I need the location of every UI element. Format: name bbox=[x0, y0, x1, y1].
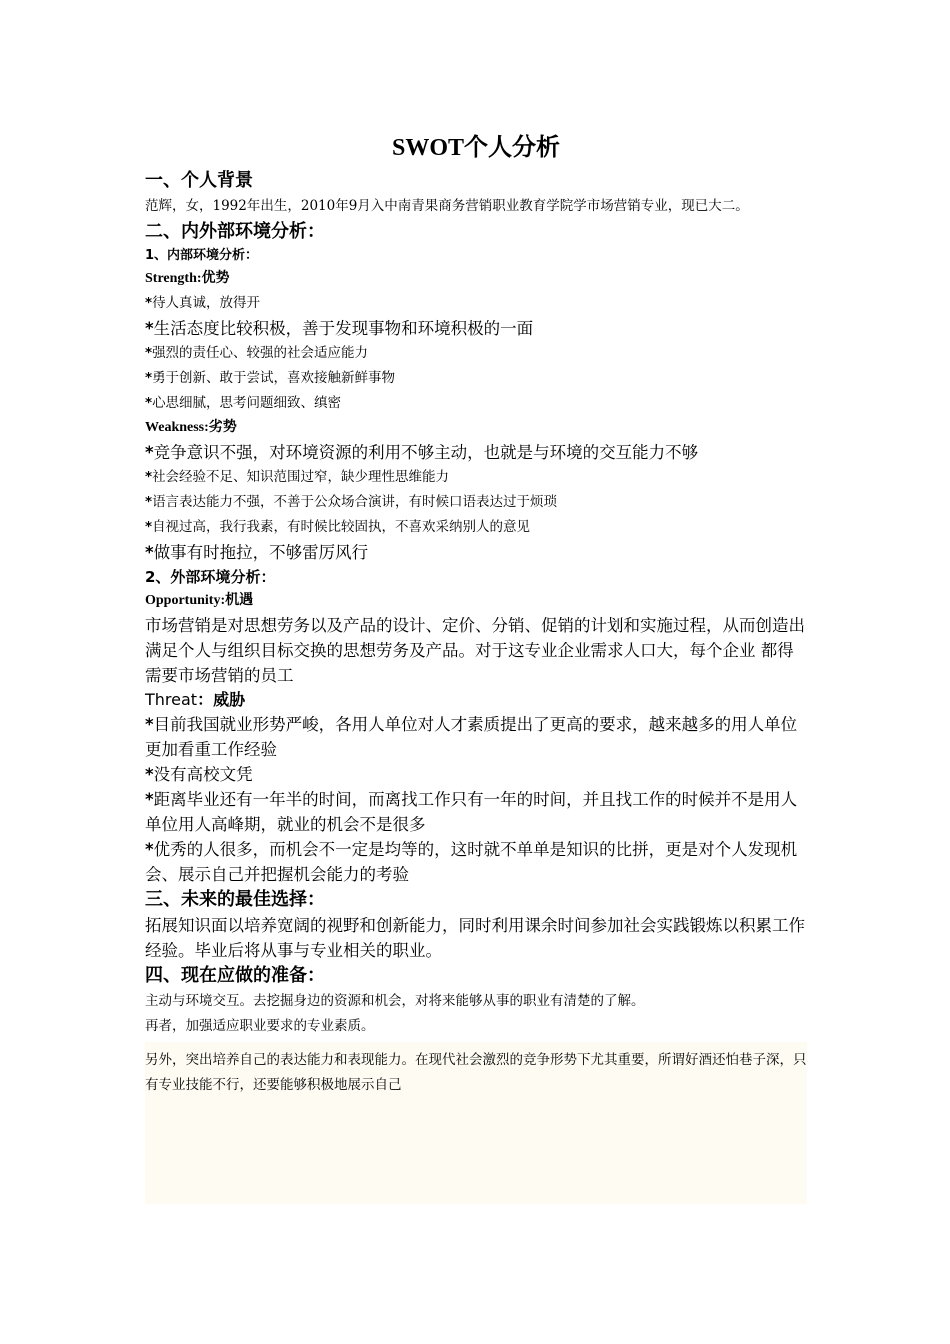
threat-item: *优秀的人很多，而机会不一定是均等的，这时就不单单是知识的比拼，更是对个人发现机会、展示自己并把握机会能力的考验 bbox=[145, 840, 798, 884]
weakness-item: *语言表达能力不强，不善于公众场合演讲，有时候口语表达过于烦琐 bbox=[145, 494, 558, 510]
section-3-heading: 三、未来的最佳选择： bbox=[145, 889, 325, 910]
bullet-star: * bbox=[145, 443, 154, 462]
preparation-paragraph-2: 再者，加强适应职业要求的专业素质。 bbox=[145, 1018, 375, 1034]
bullet-star: * bbox=[145, 395, 153, 411]
threat-label bbox=[145, 688, 807, 712]
threat-item: *目前我国就业形势严峻，各用人单位对人才素质提出了更高的要求，越来越多的用人单位更加看重工作经验 bbox=[145, 715, 798, 759]
background-paragraph: 范辉，女，1992年出生，2010年9月入中南青果商务营销职业教育学院学市场营销专业，现已大二。 bbox=[145, 198, 749, 214]
paragraph-gap bbox=[145, 1039, 807, 1048]
strength-item: *勇于创新、敢于尝试，喜欢接触新鲜事物 bbox=[145, 370, 396, 386]
strength-label: Strength:优势 bbox=[145, 271, 230, 286]
weakness-item: *社会经验不足、知识范围过窄，缺少理性思维能力 bbox=[145, 469, 450, 485]
section-4-heading: 四、现在应做的准备： bbox=[145, 965, 325, 986]
strength-item: *生活态度比较积极，善于发现事物和环境积极的一面 bbox=[145, 319, 534, 338]
bullet-star: * bbox=[145, 295, 153, 311]
bullet-star: * bbox=[145, 840, 154, 859]
threat-label-cn: ：威胁 bbox=[197, 690, 246, 709]
weakness-item: *自视过高，我行我素，有时候比较固执，不喜欢采纳别人的意见 bbox=[145, 519, 531, 535]
document-title: SWOT个人分析 bbox=[391, 135, 561, 161]
opportunity-paragraph: 市场营销是对思想劳务以及产品的设计、定价、分销、促销的计划和实施过程，从而创造出满足个人与组织目标交换的思想劳务及产品。对于这专业企业需求人口大，每个企业 都得需要市场营销的员工 bbox=[145, 616, 805, 685]
preparation-paragraph-3: 另外，突出培养自己的表达能力和表现能力。在现代社会激烈的竞争形势下尤其重要，所谓好酒还怕巷子深，只有专业技能不行，还要能够积极地展示自己 bbox=[145, 1052, 807, 1093]
weakness-label: Weakness:劣势 bbox=[145, 420, 237, 435]
bullet-star: * bbox=[145, 494, 153, 510]
threat-label-en: Threat bbox=[145, 690, 198, 709]
document-page bbox=[145, 128, 807, 1098]
bullet-star: * bbox=[145, 519, 153, 535]
strength-item: *心思细腻，思考问题细致、缜密 bbox=[145, 395, 342, 411]
weakness-item: *做事有时拖拉，不够雷厉风行 bbox=[145, 543, 369, 562]
preparation-paragraph-1: 主动与环境交互。去挖掘身边的资源和机会，对将来能够从事的职业有清楚的了解。 bbox=[145, 993, 645, 1009]
strength-item: *强烈的责任心、较强的社会适应能力 bbox=[145, 345, 369, 361]
threat-item: *距离毕业还有一年半的时间，而离找工作只有一年的时间，并且找工作的时候并不是用人单位用人高峰期，就业的机会不是很多 bbox=[145, 790, 798, 834]
weakness-item: *竞争意识不强，对环境资源的利用不够主动，也就是与环境的交互能力不够 bbox=[145, 443, 699, 462]
bullet-star: * bbox=[145, 765, 154, 784]
bullet-star: * bbox=[145, 469, 153, 485]
best-choice-paragraph: 拓展知识面以培养宽阔的视野和创新能力，同时利用课余时间参加社会实践锻炼以积累工作经验。毕业后将从事与专业相关的职业。 bbox=[145, 916, 805, 960]
opportunity-label: Opportunity:机遇 bbox=[145, 593, 254, 608]
bullet-star: * bbox=[145, 790, 154, 809]
internal-analysis-heading: 1、内部环境分析： bbox=[145, 248, 259, 263]
bullet-star: * bbox=[145, 345, 153, 361]
bullet-star: * bbox=[145, 370, 153, 386]
external-analysis-heading: 2、外部环境分析： bbox=[145, 568, 276, 586]
threat-item: *没有高校文凭 bbox=[145, 765, 253, 784]
section-1-heading: 一、个人背景 bbox=[145, 170, 253, 191]
bullet-star: * bbox=[145, 543, 154, 562]
strength-item: *待人真诚，放得开 bbox=[145, 295, 261, 311]
bullet-star: * bbox=[145, 319, 154, 338]
bullet-star: * bbox=[145, 715, 154, 734]
section-2-heading: 二、内外部环境分析： bbox=[145, 221, 325, 242]
